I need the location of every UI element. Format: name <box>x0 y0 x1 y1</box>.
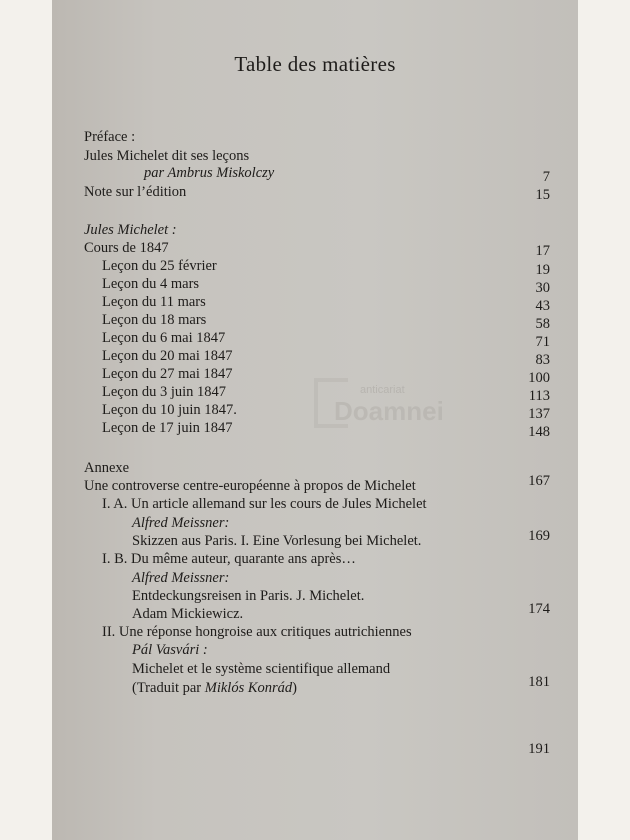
page-title: Table des matières <box>234 52 396 76</box>
toc-page-number: 30 <box>535 280 550 296</box>
toc-entry-translator: Miklós Konrád <box>204 680 293 696</box>
toc-page-number: 137 <box>528 406 550 422</box>
toc-entry-title: Alfred Meissner: <box>132 570 230 586</box>
toc-entry-title: Alfred Meissner: <box>132 515 230 531</box>
toc-entry-title: par Ambrus Miskolczy <box>144 165 275 181</box>
toc-page-number: 181 <box>528 674 550 690</box>
toc-entry-title: Leçon du 3 juin 1847 <box>102 384 227 400</box>
toc-entry-title: Leçon du 10 juin 1847. <box>102 402 237 418</box>
toc-entry-title: Note sur l’édition <box>84 184 187 200</box>
toc-entry-title: Leçon du 27 mai 1847 <box>102 366 233 382</box>
book-page <box>52 0 578 840</box>
toc-entry-title: Leçon du 4 mars <box>102 276 200 292</box>
toc-page-number: 113 <box>528 388 550 404</box>
toc-entry-title: Leçon du 11 mars <box>102 294 206 310</box>
toc-page-number: 19 <box>535 262 550 278</box>
toc-entry-title: Une controverse centre-européenne à propos de Michelet <box>84 478 416 494</box>
toc-page-number: 71 <box>535 334 550 350</box>
toc-entry-title: Pál Vasvári : <box>132 642 208 658</box>
toc-page-number: 148 <box>528 424 550 440</box>
toc-page-number: 191 <box>528 741 550 757</box>
toc-entry-title: Leçon de 17 juin 1847 <box>102 420 233 436</box>
toc-page-number: 169 <box>528 528 550 544</box>
watermark <box>314 378 454 448</box>
toc-page-number: 7 <box>542 169 550 185</box>
toc-page-number: 17 <box>535 243 550 259</box>
toc-entry-title: Leçon du 20 mai 1847 <box>102 348 233 364</box>
toc-page-number: 174 <box>528 601 550 617</box>
toc-page-number: 58 <box>535 316 550 332</box>
watermark-small-text: anticariat <box>360 384 405 396</box>
watermark-big-text: Doamnei <box>334 396 444 426</box>
toc-entry-title: Jules Michelet : <box>84 222 177 238</box>
toc-entry-title: (Traduit par Miklós Konrád) <box>132 680 298 696</box>
toc-entry-title: Michelet et le système scientifique allemand <box>132 661 391 677</box>
toc-entry-title: Leçon du 18 mars <box>102 312 207 328</box>
toc-entry-title: Préface : <box>84 129 136 145</box>
toc-entry-title: Leçon du 25 février <box>102 258 217 274</box>
toc-entry-title: Jules Michelet dit ses leçons <box>84 148 250 164</box>
toc-page-number: 43 <box>535 298 550 314</box>
toc-entry-title: Annexe <box>84 460 130 476</box>
toc-entry-suffix: ) <box>292 680 298 696</box>
toc-entry-title: Leçon du 6 mai 1847 <box>102 330 226 346</box>
toc-entry-title: I. A. Un article allemand sur les cours de Jules Michelet <box>102 496 427 512</box>
toc-entry-title: Entdeckungsreisen in Paris. J. Michelet. <box>132 588 365 604</box>
toc-page-number: 100 <box>528 370 550 386</box>
toc-page-number: 15 <box>535 187 550 203</box>
toc-entry-title: II. Une réponse hongroise aux critiques autrichiennes <box>102 624 412 640</box>
toc-entry-title: I. B. Du même auteur, quarante ans après… <box>102 551 356 567</box>
toc-entry-title: Cours de 1847 <box>84 240 169 256</box>
toc-page-number: 167 <box>528 473 550 489</box>
toc-entry-title: Adam Mickiewicz. <box>132 606 244 622</box>
toc-page-number: 83 <box>535 352 550 368</box>
toc-entry-title: Skizzen aus Paris. I. Eine Vorlesung bei Michelet. <box>132 533 422 549</box>
